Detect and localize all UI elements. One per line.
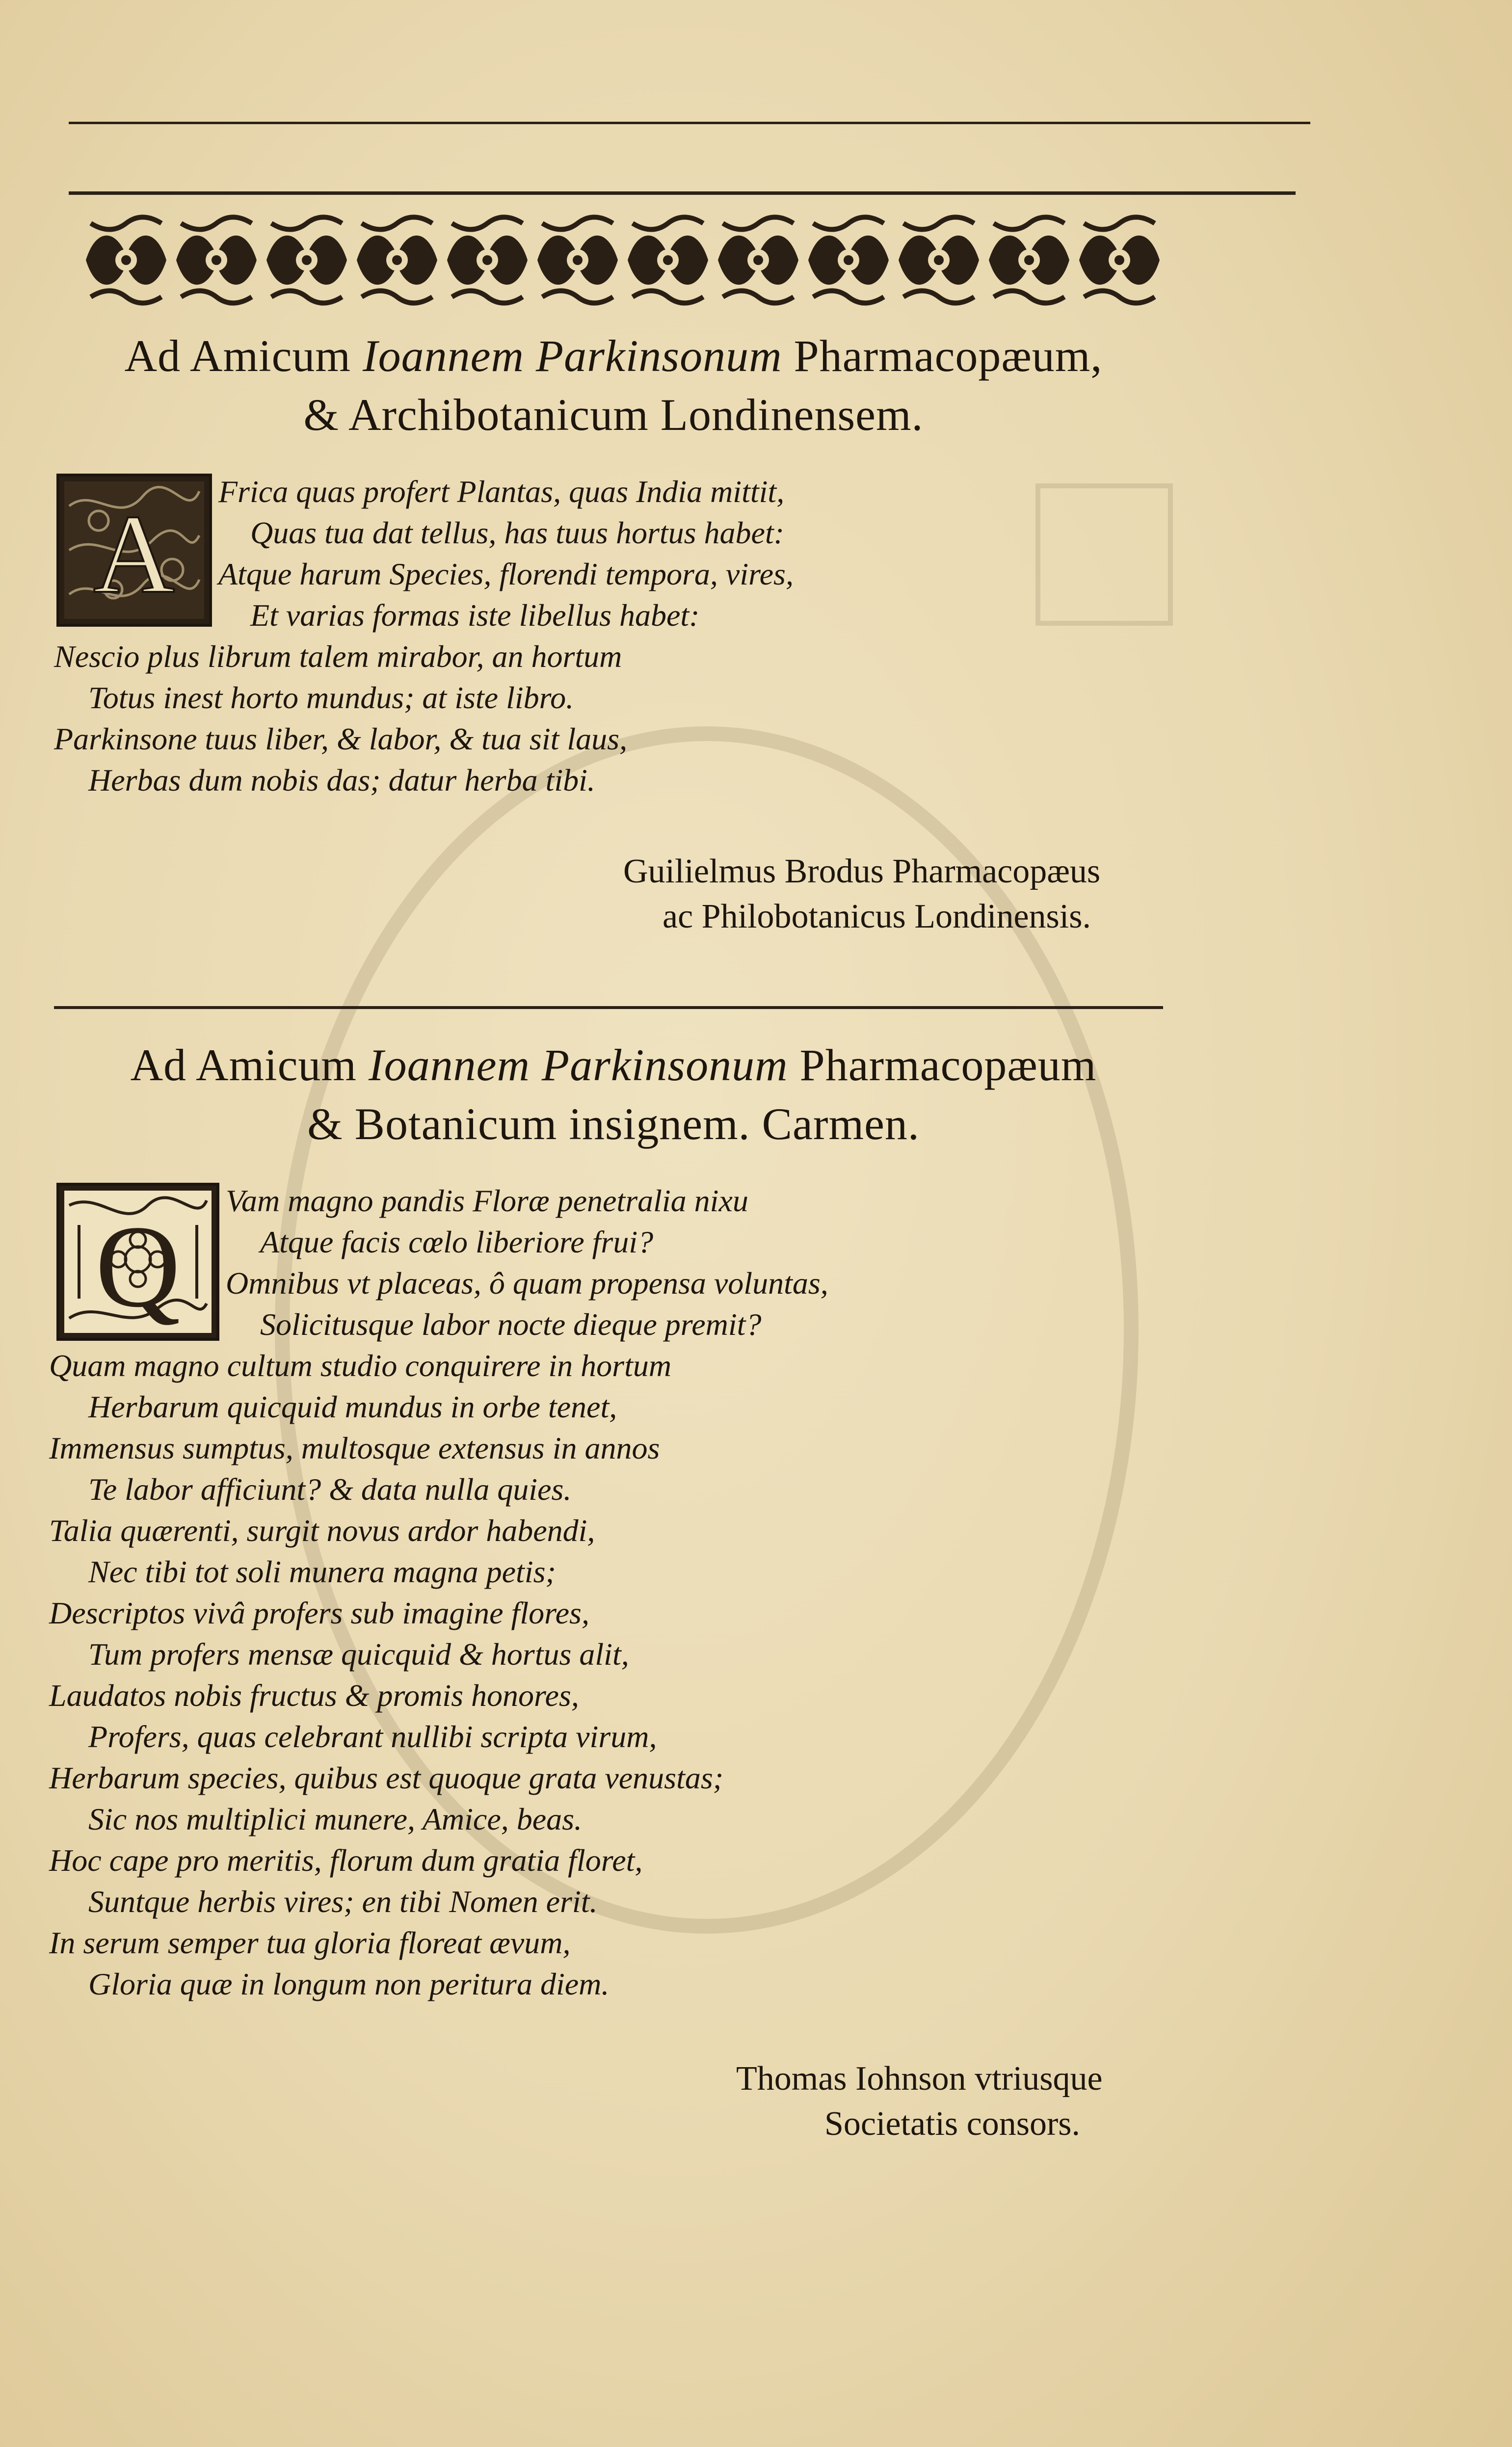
poem2-title-name: Ioannem Parkinsonum: [368, 1040, 788, 1090]
bleed-through-initial: [1035, 483, 1173, 626]
poem1-line: Atque harum Species, florendi tempora, vires,: [218, 557, 794, 591]
ornament-motif: [718, 217, 798, 303]
poem1-signature-line1: Guilielmus Brodus Pharmacopæus: [623, 852, 1101, 890]
poem2-line: Tum profers mensæ quicquid & hortus alit,: [88, 1637, 629, 1672]
poem1-signature-line2: ac Philobotanicus Londinensis.: [663, 898, 1091, 935]
header-rule-second: [69, 191, 1296, 195]
ornament-motif: [447, 217, 528, 303]
poem2-line: Suntque herbis vires; en tibi Nomen erit.: [88, 1884, 598, 1919]
ornament-motif: [628, 217, 708, 303]
header-rule-top: [69, 122, 1310, 124]
poem1-title-line2: & Archibotanicum Londinensem.: [303, 390, 924, 440]
poem2-title: [74, 1036, 1153, 1153]
poem1-line: Totus inest horto mundus; at iste libro.: [88, 680, 574, 715]
poem1-title-line1: [74, 326, 1153, 385]
poem2-line: Herbarum quicquid mundus in orbe tenet,: [88, 1389, 617, 1424]
poem1-verse: [54, 471, 794, 801]
poem1-line: Quas tua dat tellus, has tuus hortus habet:: [250, 515, 785, 550]
poem1-line: Frica quas profert Plantas, quas India mittit,: [218, 474, 785, 509]
poem2-line: Immensus sumptus, multosque extensus in annos: [49, 1431, 660, 1465]
poem2-line: Solicitusque labor nocte dieque premit?: [260, 1307, 762, 1342]
section-divider: [54, 1006, 1163, 1009]
poem2-line: Gloria quæ in longum non peritura diem.: [88, 1967, 610, 2001]
poem2-title-line2: & Botanicum insignem. Carmen.: [307, 1099, 920, 1149]
poem1-signature: [623, 849, 1100, 939]
decorative-headpiece: [81, 209, 1167, 312]
poem2-line: Herbarum species, quibus est quoque grata venustas;: [49, 1760, 724, 1795]
ornament-motif: [266, 217, 347, 303]
poem2-line: Laudatos nobis fructus & promis honores,: [49, 1678, 579, 1713]
poem2-title-line1: [74, 1036, 1153, 1094]
poem2-signature-line1: Thomas Iohnson vtriusque: [736, 2060, 1103, 2098]
poem1-title-prefix: Ad Amicum: [124, 331, 363, 381]
poem1-title: [74, 326, 1153, 444]
poem1-line: Herbas dum nobis das; datur herba tibi.: [88, 763, 595, 798]
ornament-motif: [176, 217, 257, 303]
poem2-line: Hoc cape pro meritis, florum dum gratia floret,: [49, 1843, 643, 1878]
poem2-title-prefix: Ad Amicum: [130, 1040, 369, 1090]
poem1-line: Nescio plus librum talem mirabor, an hortum: [54, 639, 622, 674]
poem2-line: Descriptos vivâ profers sub imagine flores,: [49, 1596, 589, 1630]
poem2-line: Profers, quas celebrant nullibi scripta virum,: [88, 1719, 657, 1754]
poem2-verse: [49, 1180, 828, 2005]
poem2-line: Te labor afficiunt? & data nulla quies.: [88, 1472, 572, 1507]
poem2-signature: [736, 2056, 1103, 2147]
poem1-line: Et varias formas iste libellus habet:: [250, 598, 700, 633]
poem2-initial-letter: Q: [95, 1201, 181, 1331]
poem2-signature-line2: Societatis consors.: [824, 2105, 1081, 2143]
ornament-motif: [989, 217, 1069, 303]
ornament-motif: [537, 217, 618, 303]
poem2-title-suffix: Pharmacopæum: [788, 1040, 1097, 1090]
poem2-line: Nec tibi tot soli munera magna petis;: [88, 1554, 556, 1589]
poem1-title-name: Ioannem Parkinsonum: [362, 331, 782, 381]
ornament-motif: [808, 217, 889, 303]
ornament-motif: [899, 217, 979, 303]
poem1-title-suffix: Pharmacopæum,: [782, 331, 1103, 381]
poem2-line: Omnibus vt placeas, ô quam propensa voluntas,: [226, 1266, 828, 1301]
poem1-initial-letter: A: [93, 491, 175, 616]
poem1-line: Parkinsone tuus liber, & labor, & tua sit laus,: [54, 721, 628, 756]
poem2-line: Atque facis cœlo liberiore frui?: [260, 1224, 654, 1259]
poem2-line: Quam magno cultum studio conquirere in hortum: [49, 1348, 672, 1383]
ornament-motif: [86, 217, 166, 303]
poem2-line: Sic nos multiplici munere, Amice, beas.: [88, 1802, 583, 1836]
poem2-line: Talia quærenti, surgit novus ardor habendi,: [49, 1513, 595, 1548]
ornament-motif: [1079, 217, 1160, 303]
ornament-motif: [357, 217, 437, 303]
poem2-line: In serum semper tua gloria floreat ævum,: [49, 1925, 571, 1960]
poem2-line: Vam magno pandis Floræ penetralia nixu: [226, 1183, 748, 1218]
